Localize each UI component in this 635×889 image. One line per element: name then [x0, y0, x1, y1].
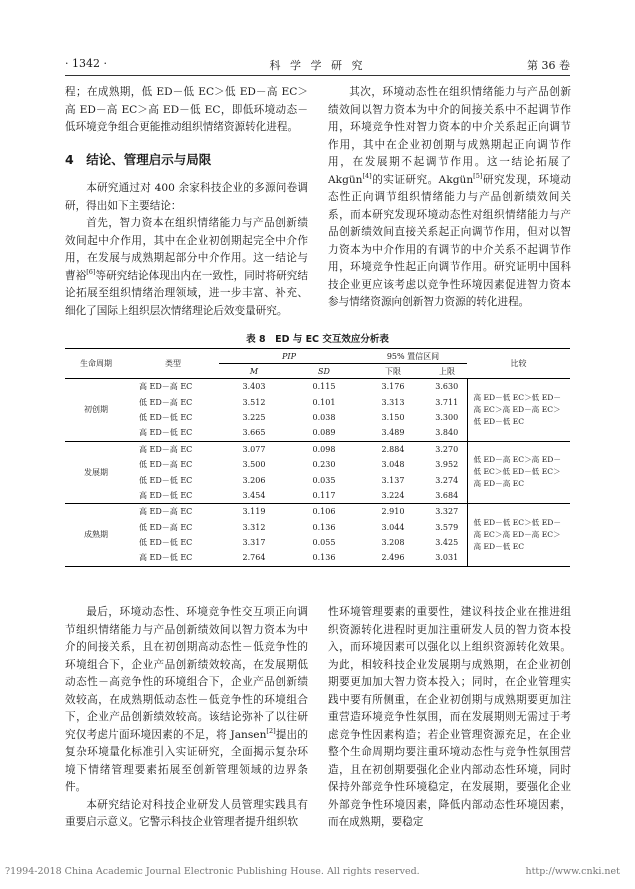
- paragraph: 本研究通过对 400 余家科技企业的多源问卷调研，得出如下主要结论：: [65, 182, 308, 212]
- m-cell: 3.119: [242, 507, 266, 517]
- type-cell: 高 ED－低 EC: [127, 425, 219, 441]
- type-cell: 高 ED－高 EC: [139, 444, 193, 454]
- paragraph-text: 提出的复杂环境量化标准引入实证研究，全面揭示复杂环境下情绪管理要素拓展至创新管理领域的边界条件。: [65, 728, 309, 793]
- copyright-text: ?1994-2018 China Academic Journal Electronic Publishing House. All rights reserved.: [5, 866, 420, 877]
- compare-cell: 低 ED－高 EC＞高 ED－低 EC＞低 ED－低 EC＞高 ED－高 EC: [467, 441, 570, 504]
- lower-cell: 3.208: [381, 538, 405, 548]
- sd-cell: 0.136: [312, 522, 336, 532]
- table-caption: 表 8 ED 与 EC 交互效应分析表: [246, 334, 389, 345]
- upper-cell: 3.425: [435, 538, 459, 548]
- type-cell: 高 ED－低 EC: [127, 488, 219, 504]
- lower-cell: 3.048: [381, 460, 405, 470]
- table-row: [65, 504, 570, 520]
- header-type: 类型: [127, 349, 219, 379]
- paragraph-text: 其次，环境动态性在组织情绪能力与产品创新绩效间以智力资本为中介的间接关系中不起调节作用，环境竞争性对智力资本的中介关系起正向调节作用，其中在企业初创期与成熟期起正向调节作用，在发展期不起调节作用。这一结论拓展了 Akgün: [328, 86, 571, 186]
- right-column-top: [328, 84, 571, 312]
- table-row: [65, 379, 570, 395]
- lower-cell: 3.489: [359, 425, 427, 441]
- sd-cell: 0.038: [312, 412, 336, 422]
- period-cell: 发展期: [65, 441, 127, 504]
- paragraph: [65, 215, 308, 320]
- section-heading: 4 结论、管理启示与局限: [65, 151, 212, 167]
- m-cell: 3.225: [242, 412, 266, 422]
- header-rule: [65, 75, 570, 76]
- sd-cell: 0.035: [312, 475, 336, 485]
- header-period: 生命周期: [65, 349, 127, 379]
- header-m: M: [219, 364, 289, 379]
- citation-ref: [4]: [362, 171, 372, 180]
- paragraph: 程；在成熟期，低 ED－低 EC＞低 ED－高 EC＞高 ED－高 EC＞高 ED－低 EC，即低环境动态－低环境竞争组合更能推动组织情绪资源转化进程。: [65, 86, 308, 133]
- lower-cell: 3.313: [381, 397, 405, 407]
- header-compare: 比较: [467, 349, 570, 379]
- sd-cell: 0.115: [312, 382, 336, 392]
- lower-cell: 3.137: [381, 475, 405, 485]
- paragraph-text: 首先，智力资本在组织情绪能力与产品创新绩效间起中介作用，其中在企业初创期起完全中介作用，在发展与成熟期起部分中介作用。这一结论与曹裕: [65, 217, 308, 282]
- page-number: · 1342 ·: [65, 57, 107, 70]
- type-cell: 高 ED－高 EC: [139, 507, 193, 517]
- paragraph: 性环境管理要素的重要性，建议科技企业在推进组织资源转化进程时更加注重研发人员的智力资本投入，而环境因素可以强化以上组织资源转化效果。为此，相较科技企业发展期与成熟期，在企业初创期要更加加大智力资本投入；同时，在企业管理实践中要有所侧重，在企业初创期与成熟期要更加注重营造环境竞争性氛围，而在发展期则无需过于考虑竞争性因素构造；若企业管理资源充足，在企业整个生命周期均要注重环境动态性与竞争性氛围营造，且在初创期要强化企业内部动态性环境，同时保持外部竞争性环境稳定，在发展期，要强化企业外部竞争性环境因素，降低内部动态性环境因素，而在成熟期，要稳定: [328, 606, 571, 828]
- copyright-footer: [5, 866, 630, 877]
- footer-url[interactable]: http://www.cnki.net: [525, 866, 620, 877]
- lower-cell: 3.224: [359, 488, 427, 504]
- upper-cell: 3.952: [435, 460, 459, 470]
- table-row: [65, 441, 570, 457]
- volume-label: 第 36 卷: [527, 59, 570, 72]
- lower-cell: 3.044: [381, 522, 405, 532]
- paragraph: [328, 84, 571, 312]
- type-cell: 低 ED－低 EC: [139, 538, 193, 548]
- header-sd: SD: [289, 364, 359, 379]
- header-upper: 上限: [427, 364, 467, 379]
- m-cell: 3.317: [242, 538, 266, 548]
- header-lower: 下限: [359, 364, 427, 379]
- type-cell: 高 ED－高 EC: [139, 382, 193, 392]
- journal-title: 科 学 学 研 究: [269, 59, 366, 72]
- left-column-top: [65, 84, 308, 320]
- m-cell: 3.077: [242, 444, 266, 454]
- paragraph: 本研究结论对科技企业研发人员管理实践具有重要启示意义。它警示科技企业管理者提升组织软: [65, 798, 308, 828]
- table-body: [65, 379, 570, 567]
- sd-cell: 0.089: [289, 425, 359, 441]
- upper-cell: 3.327: [435, 507, 459, 517]
- compare-cell: 高 ED－低 EC＞低 ED－高 EC＞高 ED－高 EC＞低 ED－低 EC: [467, 379, 570, 442]
- period-cell: 成熟期: [65, 504, 127, 567]
- citation-ref: [5]: [473, 171, 483, 180]
- upper-cell: 3.031: [427, 550, 467, 566]
- upper-cell: 3.274: [435, 475, 459, 485]
- upper-cell: 3.840: [427, 425, 467, 441]
- m-cell: 3.665: [219, 425, 289, 441]
- sd-cell: 0.101: [312, 397, 336, 407]
- compare-cell: 低 ED－低 EC＞低 ED－高 EC＞高 ED－高 EC＞高 ED－低 EC: [467, 504, 570, 567]
- upper-cell: 3.630: [435, 382, 459, 392]
- lower-cell: 2.496: [359, 550, 427, 566]
- header-pip: PIP: [219, 349, 359, 364]
- lower-cell: 3.150: [381, 412, 405, 422]
- citation-ref: [2]: [266, 726, 276, 735]
- sd-cell: 0.098: [312, 444, 336, 454]
- left-column-bottom: [65, 604, 308, 832]
- sd-cell: 0.106: [312, 507, 336, 517]
- sd-cell: 0.117: [289, 488, 359, 504]
- m-cell: 3.312: [242, 522, 266, 532]
- type-cell: 低 ED－高 EC: [139, 522, 193, 532]
- lower-cell: 2.884: [381, 444, 405, 454]
- lower-cell: 3.176: [381, 382, 405, 392]
- m-cell: 2.764: [219, 550, 289, 566]
- header-ci: 95% 置信区间: [359, 349, 467, 364]
- type-cell: 低 ED－低 EC: [139, 475, 193, 485]
- sd-cell: 0.055: [312, 538, 336, 548]
- paragraph-text: 等研究结论体现出内在一致性，同时将研究结论拓展至组织情绪治理领域，进一步丰富、补充、细化了国际上组织层次情绪理论后效变量研究。: [65, 269, 309, 317]
- upper-cell: 3.579: [435, 522, 459, 532]
- upper-cell: 3.684: [427, 488, 467, 504]
- interaction-effect-table: [65, 348, 570, 567]
- type-cell: 低 ED－低 EC: [139, 412, 193, 422]
- upper-cell: 3.300: [435, 412, 459, 422]
- paragraph: [65, 604, 308, 797]
- m-cell: 3.512: [242, 397, 266, 407]
- type-cell: 高 ED－低 EC: [127, 550, 219, 566]
- m-cell: 3.500: [242, 460, 266, 470]
- m-cell: 3.403: [242, 382, 266, 392]
- paragraph-text: 最后，环境动态性、环境竞争性交互项正向调节组织情绪能力与产品创新绩效间以智力资本为中介的间接关系，且在初创期高动态性－低竞争性的环境组合下，企业产品创新绩效较高，在发展期低动态性－高竞争性的环境组合下，企业产品创新绩效较高，在成熟期低动态性－低竞争性的环境组合下，企业产品创新绩效较高。该结论弥补了以往研究仅考虑片面环境因素的不足，将 Jansen: [65, 606, 308, 741]
- type-cell: 低 ED－高 EC: [139, 397, 193, 407]
- sd-cell: 0.136: [289, 550, 359, 566]
- m-cell: 3.206: [242, 475, 266, 485]
- citation-ref: [6]: [86, 267, 96, 276]
- right-column-bottom: [328, 604, 571, 832]
- sd-cell: 0.230: [312, 460, 336, 470]
- paragraph-text: 研究发现，环境动态性正向调节组织情绪能力与产品创新绩效间关系，而本研究发现环境动态性对组织情绪能力与产品创新绩效间直接关系起正向调节作用，但对以智力资本为中介作用的有调节的中介关系不起调节作用，环境竞争性起正向调节作用。研究证明中国科技企业更应该考虑以竞争性环境因素促进智力资本参与情绪资源向创新智力资源的转化进程。: [328, 173, 572, 308]
- period-cell: 初创期: [65, 379, 127, 442]
- upper-cell: 3.711: [435, 397, 459, 407]
- paragraph-text: 的实证研究。Akgün: [371, 173, 474, 186]
- lower-cell: 2.910: [381, 507, 405, 517]
- upper-cell: 3.270: [435, 444, 459, 454]
- type-cell: 低 ED－高 EC: [139, 460, 193, 470]
- m-cell: 3.454: [219, 488, 289, 504]
